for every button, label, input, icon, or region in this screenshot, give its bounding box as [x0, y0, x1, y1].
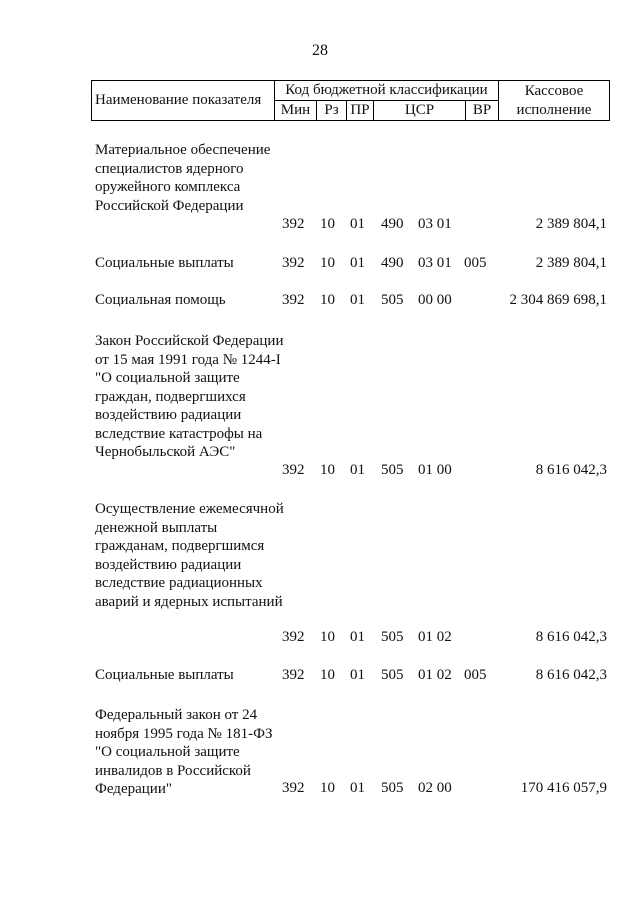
row-name: Социальная помощь — [95, 292, 226, 308]
row-min: 392 — [282, 462, 305, 478]
row-min: 392 — [282, 255, 305, 271]
row-amount: 170 416 057,9 — [520, 780, 607, 796]
header-pr: ПР — [347, 101, 374, 121]
row-min: 392 — [282, 780, 305, 796]
row-csr-part2: 01 00 — [418, 462, 452, 478]
row-csr-part1: 505 — [381, 292, 404, 308]
header-rz: Рз — [317, 101, 347, 121]
row-vr: 005 — [464, 255, 487, 271]
row-name: Осуществление ежемесячной денежной выплаты гражданам, подвергшимся воздействию радиации вследствие радиационных аварий и ядерных испытаний — [95, 501, 284, 610]
row-amount: 2 389 804,1 — [535, 255, 607, 271]
row-pr: 01 — [350, 292, 365, 308]
row-csr-part2: 03 01 — [418, 255, 452, 271]
row-csr-part2: 02 00 — [418, 780, 452, 796]
row-csr-part2: 01 02 — [418, 667, 452, 683]
row-rz: 10 — [320, 780, 335, 796]
row-name: Закон Российской Федерации от 15 мая 1991 года № 1244-I "О социальной защите граждан, подвергшихся воздействию радиации вследствие катастрофы на Чернобыльской АЭС" — [95, 333, 284, 460]
row-pr: 01 — [350, 629, 365, 645]
row-vr: 005 — [464, 667, 487, 683]
row-pr: 01 — [350, 667, 365, 683]
row-name: Федеральный закон от 24 ноября 1995 года № 181-ФЗ "О социальной защите инвалидов в Российской Федерации" — [95, 707, 273, 797]
header-min: Мин — [275, 101, 317, 121]
row-amount: 2 304 869 698,1 — [509, 292, 607, 308]
row-csr-part1: 490 — [381, 216, 404, 232]
row-rz: 10 — [320, 629, 335, 645]
row-csr-part2: 03 01 — [418, 216, 452, 232]
row-min: 392 — [282, 629, 305, 645]
row-min: 392 — [282, 292, 305, 308]
row-name: Материальное обеспечение специалистов ядерного оружейного комплекса Российской Федерации — [95, 142, 271, 214]
row-name: Социальные выплаты — [95, 667, 234, 683]
row-amount: 8 616 042,3 — [535, 462, 607, 478]
row-csr-part1: 505 — [381, 629, 404, 645]
header-csr: ЦСР — [374, 101, 466, 121]
row-pr: 01 — [350, 462, 365, 478]
header-code-group: Код бюджетной классификации — [275, 81, 499, 101]
row-csr-part2: 01 02 — [418, 629, 452, 645]
row-min: 392 — [282, 667, 305, 683]
row-amount: 8 616 042,3 — [535, 667, 607, 683]
header-name: Наименование показателя — [92, 81, 275, 121]
row-rz: 10 — [320, 292, 335, 308]
header-vr: ВР — [466, 101, 499, 121]
row-pr: 01 — [350, 780, 365, 796]
row-csr-part1: 505 — [381, 462, 404, 478]
row-csr-part1: 505 — [381, 780, 404, 796]
row-rz: 10 — [320, 667, 335, 683]
row-name: Социальные выплаты — [95, 255, 234, 271]
row-pr: 01 — [350, 255, 365, 271]
row-amount: 2 389 804,1 — [535, 216, 607, 232]
row-amount: 8 616 042,3 — [535, 629, 607, 645]
row-rz: 10 — [320, 255, 335, 271]
row-rz: 10 — [320, 216, 335, 232]
row-rz: 10 — [320, 462, 335, 478]
row-min: 392 — [282, 216, 305, 232]
row-csr-part2: 00 00 — [418, 292, 452, 308]
row-csr-part1: 505 — [381, 667, 404, 683]
row-csr-part1: 490 — [381, 255, 404, 271]
header-execution: Кассовое исполнение — [499, 81, 610, 121]
page-number: 28 — [312, 42, 328, 59]
row-pr: 01 — [350, 216, 365, 232]
